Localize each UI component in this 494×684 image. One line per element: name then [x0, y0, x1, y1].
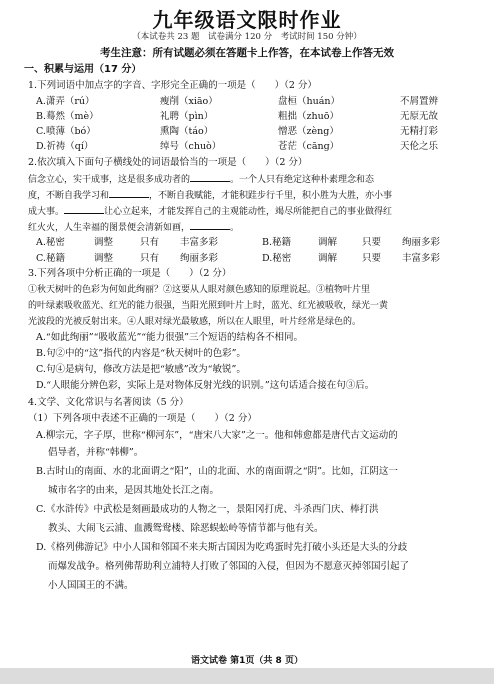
q3-option-d: D.“人眼能分辨色彩，实际上是对物体反射光线的识别。”这句话适合接在句③后。 [36, 380, 375, 391]
q2-text: 让心立起来，才能发挥自己的主观能动性，竭尽所能把自己的事业做得红 [104, 207, 393, 217]
answer-blank [190, 220, 230, 230]
q1-option-c-3: 憎恶（zèng） [278, 126, 339, 137]
q2-option-a-2: 调整 [94, 237, 114, 248]
q2-option-d-1: D.秘密 [262, 253, 292, 264]
question-4-title: 4.文学、文化常识与名著阅读（5 分） [28, 397, 189, 408]
q2-text: 信念立心，实干成事，这是很多成功者的 [28, 175, 191, 185]
answer-blank [190, 172, 230, 182]
q1-option-d-4: 天伦之乐 [400, 141, 439, 152]
page-title: 九年级语文限时作业 [152, 8, 342, 32]
question-2-stem: 2.依次填入下面句子横线处的词语最恰当的一项是（ ）（2 分） [28, 157, 308, 168]
viewer-bottom-bar [0, 668, 494, 684]
q2-text: 红火火，人生幸福的图景便会清新如画， [28, 223, 191, 233]
q4-option-a-cont: 倡导者，并称“韩柳”。 [48, 447, 144, 458]
q2-passage-line [28, 204, 468, 219]
q2-option-b-4: 绚丽多彩 [402, 237, 441, 248]
q2-passage-line [28, 220, 468, 235]
q2-option-a-4: 丰富多彩 [180, 237, 219, 248]
q2-text: ，不断自我赋能，才能积跬步行千里，积小胜为大胜，亦小事 [149, 191, 393, 201]
q2-option-b-1: B.秘籍 [262, 237, 292, 248]
q1-option-c-4: 无精打彩 [400, 126, 439, 137]
q1-option-c-2: 熏陶（táo） [160, 126, 214, 137]
question-4-sub1: （1）下列各项中表述不正确的一项是（ ）（2 分） [28, 413, 257, 424]
q1-option-d-1: D.祈祷（qí） [36, 141, 94, 152]
q3-option-b: B.句②中的“这”指代的内容是“秋天树叶的色彩”。 [36, 348, 246, 359]
q3-passage-line: 的叶绿素吸收蓝光、红光的能力很强，当阳光照到叶片上时，蓝光、红光被吸收，绿光一黄 [28, 301, 389, 311]
q1-option-b-1: B.蓦然（mè） [36, 111, 99, 122]
q1-option-a-4: 不屑置辨 [400, 96, 439, 107]
q4-option-c-cont: 教头、大闹飞云浦、血溅鸳鸯楼、除恶蜈蚣岭等情节都与他有关。 [48, 523, 324, 534]
q2-option-d-4: 丰富多彩 [402, 253, 441, 264]
page-footer: 语文试卷 第1页（共 8 页） [191, 656, 303, 666]
q2-text: 度，不断自我学习和 [28, 191, 110, 201]
q1-option-a-1: A.潇弄（rú） [36, 96, 95, 107]
candidate-notice: 考生注意：所有试题必须在答题卡上作答，在本试卷上作答无效 [100, 47, 394, 59]
q4-option-b-cont: 城市名字的由来，是因其地处长江之南。 [48, 485, 220, 496]
q1-option-c-1: C.喷薄（bó） [36, 126, 96, 137]
q3-option-c: C.句④是病句，修改方法是把“敏感”改为“敏锐”。 [36, 364, 246, 375]
answer-blank [64, 204, 104, 214]
question-3-stem: 3.下列各项中分析正确的一项是（ ）（2 分） [28, 268, 232, 279]
q4-option-b: B.古时山的南面、水的北面谓之“阳”，山的北面、水的南面谓之“阴”。比如，江阴这一 [36, 466, 398, 477]
q1-option-d-3: 苍茫（cāng） [278, 141, 340, 152]
q1-option-b-4: 无原无故 [400, 111, 439, 122]
q3-passage-line: ①秋天树叶的色彩为何如此绚丽？②这要从人眼对颜色感知的原理说起。③植物叶片里 [28, 285, 371, 295]
q4-option-d-cont: 而爆发战争。格列佛帮助利立浦特人打败了邻国的入侵，但因为不愿意灭掉邻国引起了 [48, 561, 410, 572]
q1-option-b-2: 礼聘（pìn） [160, 111, 214, 122]
q1-option-a-2: 瘦削（xiāo） [160, 96, 218, 107]
q2-option-a-3: 只有 [140, 237, 160, 248]
q1-option-b-3: 粗拙（zhuō） [278, 111, 339, 122]
q1-option-a-3: 盘桓（huán） [278, 96, 341, 107]
q2-passage-line [28, 188, 468, 203]
q4-option-d-cont: 小人国国王的不满。 [48, 580, 134, 591]
q2-option-b-2: 调解 [318, 237, 338, 248]
q2-text: 。 [230, 223, 240, 233]
q2-option-d-2: 调解 [318, 253, 338, 264]
q2-text: 成大事。 [28, 207, 65, 217]
section-heading: 一、积累与运用（17 分） [24, 64, 142, 75]
q2-option-a-1: A.秘密 [36, 237, 65, 248]
q2-option-b-3: 只要 [362, 237, 382, 248]
q1-option-d-2: 绰号（chuò） [160, 141, 222, 152]
q3-option-a: A.“如此绚丽”“吸收蓝光”“能力很强”三个短语的结构各不相同。 [36, 332, 304, 343]
q3-passage-line: 光波段的光被反射出来。④人眼对绿光最敏感，所以在人眼里，叶片经常是绿色的。 [28, 317, 362, 327]
q4-option-d: D.《格列佛游记》中小人国和邻国不来夫斯古国因为吃鸡蛋时先打破小头还是大头的分歧 [36, 542, 408, 553]
q2-text: 。一个人只有绝定这种朴素理念和态 [230, 175, 375, 185]
q2-option-c-3: 只有 [140, 253, 160, 264]
q2-passage-line [28, 172, 468, 187]
question-1-stem: 1.下列词语中加点字的字音、字形完全正确的一项是（ ）（2 分） [28, 80, 317, 91]
exam-info: （本试卷共 23 题 试卷满分 120 分 考试时间 150 分钟） [132, 32, 362, 42]
q4-option-a: A.柳宗元，字子厚，世称“柳河东”，“唐宋八大家”之一。他和韩愈都是唐代古文运动的 [36, 430, 398, 441]
q2-option-c-4: 绚丽多彩 [180, 253, 219, 264]
answer-blank [109, 188, 149, 198]
q2-option-d-3: 只要 [362, 253, 382, 264]
q2-option-c-1: C.秘籍 [36, 253, 65, 264]
q4-option-c: C.《水浒传》中武松是刻画最成功的人物之一，景阳冈打虎、斗杀西门庆、棒打洪 [36, 504, 379, 515]
q2-option-c-2: 调整 [94, 253, 114, 264]
